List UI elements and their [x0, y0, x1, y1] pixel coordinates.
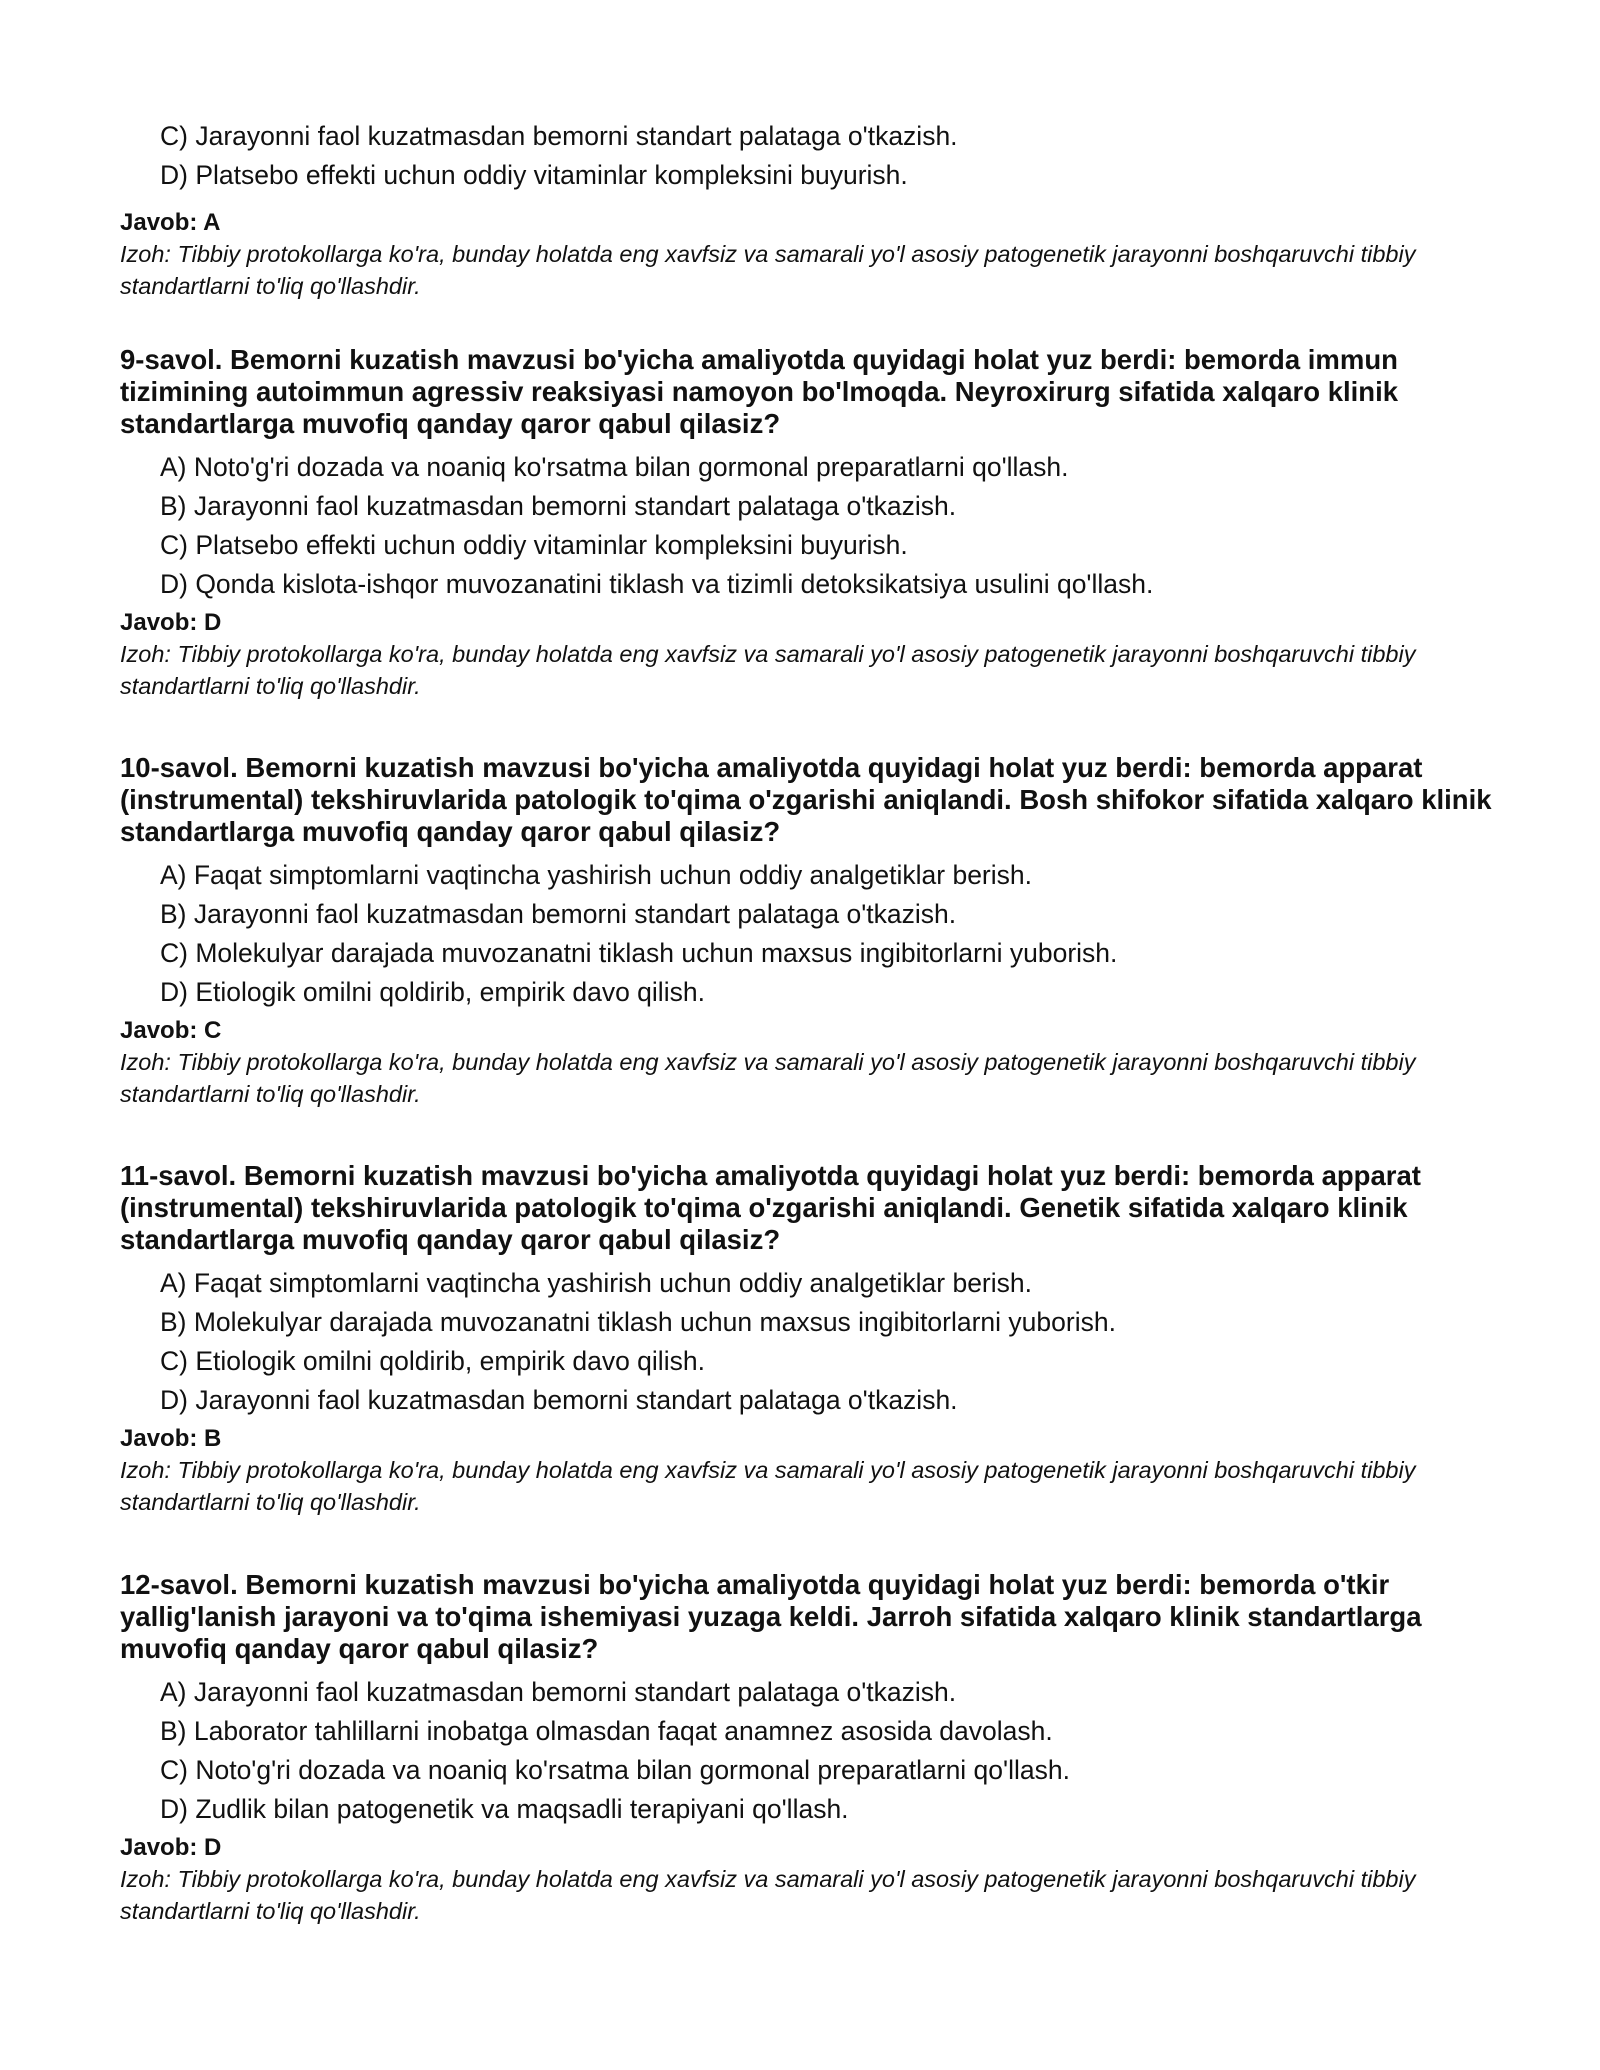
option-d: D) Jarayonni faol kuzatmasdan bemorni standart palataga o'tkazish. [160, 1385, 958, 1415]
explanation-text: Izoh: Tibbiy protokollarga ko'ra, bunday holatda eng xavfsiz va samarali yo'l asosiy patogenetik jarayonni boshqaruvchi tibbiy standartlarni to'liq qo'llashdir. [120, 641, 1416, 699]
question-12 [120, 1569, 1520, 1927]
option-b: B) Laborator tahlillarni inobatga olmasdan faqat anamnez asosida davolash. [160, 1716, 1053, 1746]
answer-label: Javob: C [120, 1017, 222, 1044]
option-b: B) Molekulyar darajada muvozanatni tiklash uchun maxsus ingibitorlarni yuborish. [160, 1307, 1116, 1337]
option-c: C) Molekulyar darajada muvozanatni tiklash uchun maxsus ingibitorlarni yuborish. [160, 938, 1118, 968]
question-8-tail [120, 204, 1520, 302]
question-text: 12-savol. Bemorni kuzatish mavzusi bo'yicha amaliyotda quyidagi holat yuz berdi: bemorda o'tkir yallig'lanish jarayoni va to'qima ishemiyasi yuzaga keldi. Jarroh sifatida xalqaro klinik standartlarga muvofiq qanday qaror qabul qilasiz? [120, 1569, 1422, 1664]
answer-label: Javob: D [120, 1834, 222, 1861]
option-list [120, 448, 1520, 604]
option-list [120, 1673, 1520, 1829]
answer-label: Javob: B [120, 1425, 222, 1452]
option-c: C) Jarayonni faol kuzatmasdan bemorni standart palataga o'tkazish. [160, 121, 958, 151]
option-d: D) Etiologik omilni qoldirib, empirik davo qilish. [160, 977, 705, 1007]
question-9 [120, 344, 1520, 702]
option-d: D) Qonda kislota-ishqor muvozanatini tiklash va tizimli detoksikatsiya usulini qo'llash. [160, 569, 1154, 599]
question-8-continuation [160, 117, 958, 195]
explanation-text: Izoh: Tibbiy protokollarga ko'ra, bunday holatda eng xavfsiz va samarali yo'l asosiy patogenetik jarayonni boshqaruvchi tibbiy standartlarni to'liq qo'llashdir. [120, 241, 1416, 299]
option-a: A) Faqat simptomlarni vaqtincha yashirish uchun oddiy analgetiklar berish. [160, 860, 1032, 890]
question-text: 9-savol. Bemorni kuzatish mavzusi bo'yicha amaliyotda quyidagi holat yuz berdi: bemorda immun tizimining autoimmun agressiv reaksiyasi namoyon bo'lmoqda. Neyroxirurg sifatida xalqaro klinik standartlarga muvofiq qanday qaror qabul qilasiz? [120, 344, 1398, 439]
option-c: C) Etiologik omilni qoldirib, empirik davo qilish. [160, 1346, 705, 1376]
option-c: C) Noto'g'ri dozada va noaniq ko'rsatma bilan gormonal preparatlarni qo'llash. [160, 1755, 1070, 1785]
question-11 [120, 1160, 1520, 1518]
option-b: B) Jarayonni faol kuzatmasdan bemorni standart palataga o'tkazish. [160, 899, 957, 929]
explanation-text: Izoh: Tibbiy protokollarga ko'ra, bunday holatda eng xavfsiz va samarali yo'l asosiy patogenetik jarayonni boshqaruvchi tibbiy standartlarni to'liq qo'llashdir. [120, 1457, 1416, 1515]
option-a: A) Jarayonni faol kuzatmasdan bemorni standart palataga o'tkazish. [160, 1677, 957, 1707]
question-text: 11-savol. Bemorni kuzatish mavzusi bo'yicha amaliyotda quyidagi holat yuz berdi: bemorda apparat (instrumental) tekshiruvlarida patologik to'qima o'zgarishi aniqlandi. Genetik sifatida xalqaro klinik standartlarga muvofiq qanday qaror qabul qilasiz? [120, 1160, 1421, 1255]
option-list [120, 1264, 1520, 1420]
option-list [120, 856, 1520, 1012]
question-text: 10-savol. Bemorni kuzatish mavzusi bo'yicha amaliyotda quyidagi holat yuz berdi: bemorda apparat (instrumental) tekshiruvlarida patologik to'qima o'zgarishi aniqlandi. Bosh shifokor sifatida xalqaro klinik standartlarga muvofiq qanday qaror qabul qilasiz? [120, 752, 1492, 847]
answer-label: Javob: D [120, 609, 222, 636]
option-d: D) Zudlik bilan patogenetik va maqsadli terapiyani qo'llash. [160, 1794, 849, 1824]
explanation-text: Izoh: Tibbiy protokollarga ko'ra, bunday holatda eng xavfsiz va samarali yo'l asosiy patogenetik jarayonni boshqaruvchi tibbiy standartlarni to'liq qo'llashdir. [120, 1049, 1416, 1107]
question-10 [120, 752, 1520, 1110]
option-a: A) Faqat simptomlarni vaqtincha yashirish uchun oddiy analgetiklar berish. [160, 1268, 1032, 1298]
answer-label: Javob: A [120, 209, 221, 236]
option-c: C) Platsebo effekti uchun oddiy vitaminlar kompleksini buyurish. [160, 530, 908, 560]
option-b: B) Jarayonni faol kuzatmasdan bemorni standart palataga o'tkazish. [160, 491, 957, 521]
option-d: D) Platsebo effekti uchun oddiy vitaminlar kompleksini buyurish. [160, 160, 908, 190]
explanation-text: Izoh: Tibbiy protokollarga ko'ra, bunday holatda eng xavfsiz va samarali yo'l asosiy patogenetik jarayonni boshqaruvchi tibbiy standartlarni to'liq qo'llashdir. [120, 1866, 1416, 1924]
option-a: A) Noto'g'ri dozada va noaniq ko'rsatma bilan gormonal preparatlarni qo'llash. [160, 452, 1069, 482]
